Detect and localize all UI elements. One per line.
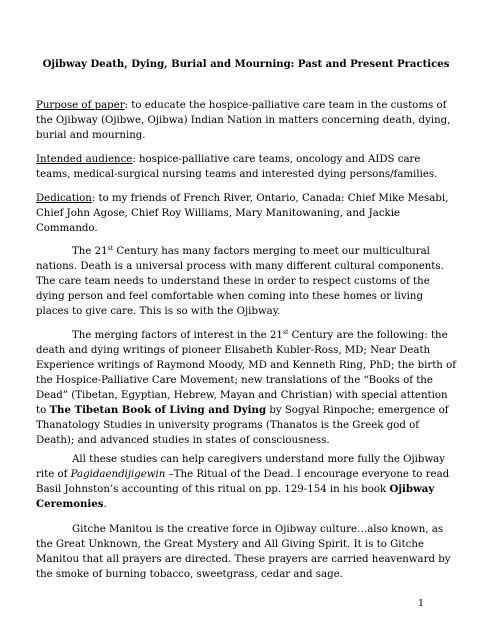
audience-text: : hospice-palliative care teams, oncology and AIDS care teams, medical-surgical nursing teams and interested dying persons/families.: [36, 154, 438, 180]
audience-paragraph: [36, 152, 456, 182]
body-paragraph-3: All these studies can help caregivers understand more fully the Ojibway rite of Pagidaendijigewin –The Ritual of the Dead. I encourage everyone to read Basil Johnston’s accounting of this ritual on pp. 129-154 in his book Ojibway Ceremonies.: [36, 454, 450, 510]
purpose-paragraph: [36, 98, 456, 143]
page-number: 1: [418, 598, 425, 609]
dedication-label: Dedication: [36, 193, 92, 204]
ritual-name: Pagidaendijigewin: [70, 469, 166, 480]
dedication-text: : to my friends of French River, Ontario, Canada: Chief Mike Mesabi, Chief John Agose, Chief Roy Williams, Mary Manitowaning, and Jackie Commando.: [36, 193, 449, 234]
book-title-ojibway-ceremonies: Ojibway Ceremonies: [36, 483, 435, 510]
purpose-label: Purpose of paper: [36, 100, 125, 111]
body-paragraph-2: The merging factors of interest in the 21st Century are the following: the death and dying writings of pioneer Elisabeth Kubler-Ross, MD; Near Death Experience writings of Raymond Moody, MD and Kenneth Ring, PhD; the birth of the Hospice-Palliative Care Movement; new translations of the “Books of the Dead” (Tibetan, Egyptian, Hebrew, Mayan and Christian) with special attention to The Tibetan Book of Living and Dying by Sogyal Rinpoche; emergence of Thanatology Studies in university programs (Thanatos is the Greek god of Death); and advanced studies in states of consciousness.: [36, 329, 457, 446]
body-paragraph-4: Gitche Manitou is the creative force in Ojibway culture…also known, as the Great Unknown, the Great Mystery and All Giving Spirit. It is to Gitche Manitou that all prayers are directed. These prayers are carried heavenward by the smoke of burning tobacco, sweetgrass, cedar and sage.: [36, 524, 451, 580]
document-title: Ojibway Death, Dying, Burial and Mourning: Past and Present Practices: [42, 59, 450, 70]
purpose-text: : to educate the hospice-palliative care team in the customs of the Ojibway (Ojibwe, Ojibwa) Indian Nation in matters concerning death, dying, burial and mourning.: [36, 100, 451, 141]
book-title-tibetan: The Tibetan Book of Living and Dying: [49, 404, 267, 416]
dedication-paragraph: [36, 191, 456, 236]
body-paragraph-1: The 21st Century has many factors merging to meet our multicultural nations. Death is a universal process with many different cultural components. The care team needs to understand these in order to respect customs of the dying person and feel comfortable when coming into these homes or living places to give care. This is so with the Ojibway.: [36, 245, 444, 317]
audience-label: Intended audience: [36, 154, 133, 165]
